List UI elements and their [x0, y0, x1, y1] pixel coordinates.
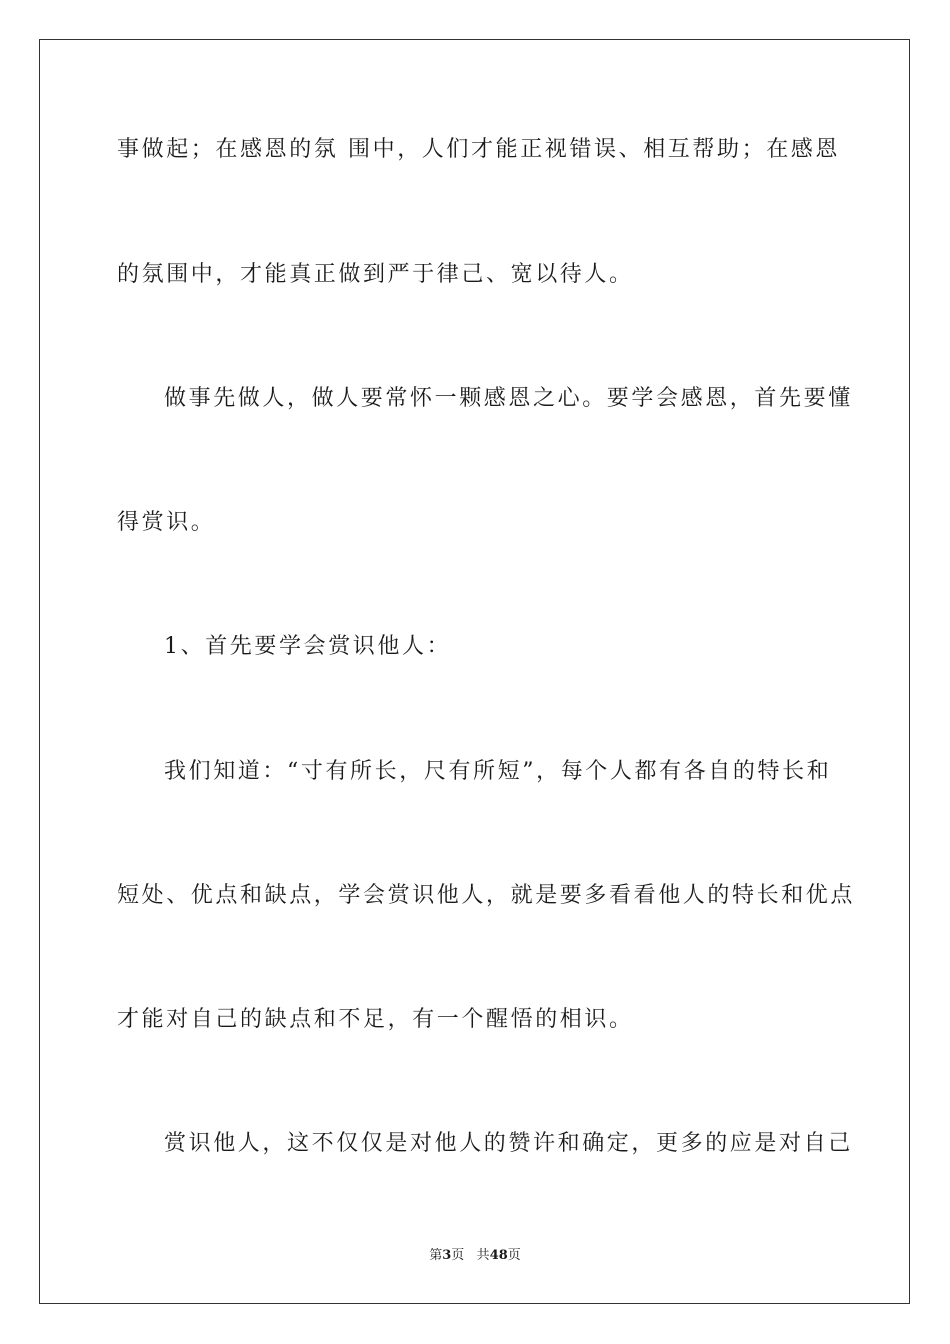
text-line-1: 事做起；在感恩的氛 围中，人们才能正视错误、相互帮助；在感恩	[117, 137, 840, 162]
text-line-4: 得赏识。	[117, 510, 216, 535]
text-line-6: 我们知道：“寸有所长，尺有所短”，每个人都有各自的特长和	[164, 759, 832, 784]
text-line-3: 做事先做人，做人要常怀一颗感恩之心。要学会感恩，首先要懂	[164, 386, 853, 411]
text-line-2: 的氛围中，才能真正做到严于律己、宽以待人。	[117, 262, 634, 287]
page-frame	[39, 39, 910, 1304]
footer-page-prefix: 第	[429, 1248, 443, 1263]
text-line-8: 才能对自己的缺点和不足，有一个醒悟的相识。	[117, 1007, 634, 1032]
page-footer	[0, 1248, 950, 1264]
footer-total-pages: 48	[489, 1248, 508, 1263]
text-line-9: 赏识他人，这不仅仅是对他人的赞许和确定，更多的应是对自己	[164, 1131, 853, 1156]
footer-total-prefix: 共	[476, 1248, 490, 1263]
text-line-7: 短处、优点和缺点，学会赏识他人，就是要多看看他人的特长和优点	[117, 883, 856, 908]
text-line-5: 1、首先要学会赏识他人：	[164, 634, 452, 659]
footer-page-number: 3	[442, 1248, 452, 1263]
footer-page-suffix: 页	[451, 1248, 465, 1263]
footer-total-suffix: 页	[507, 1248, 521, 1263]
